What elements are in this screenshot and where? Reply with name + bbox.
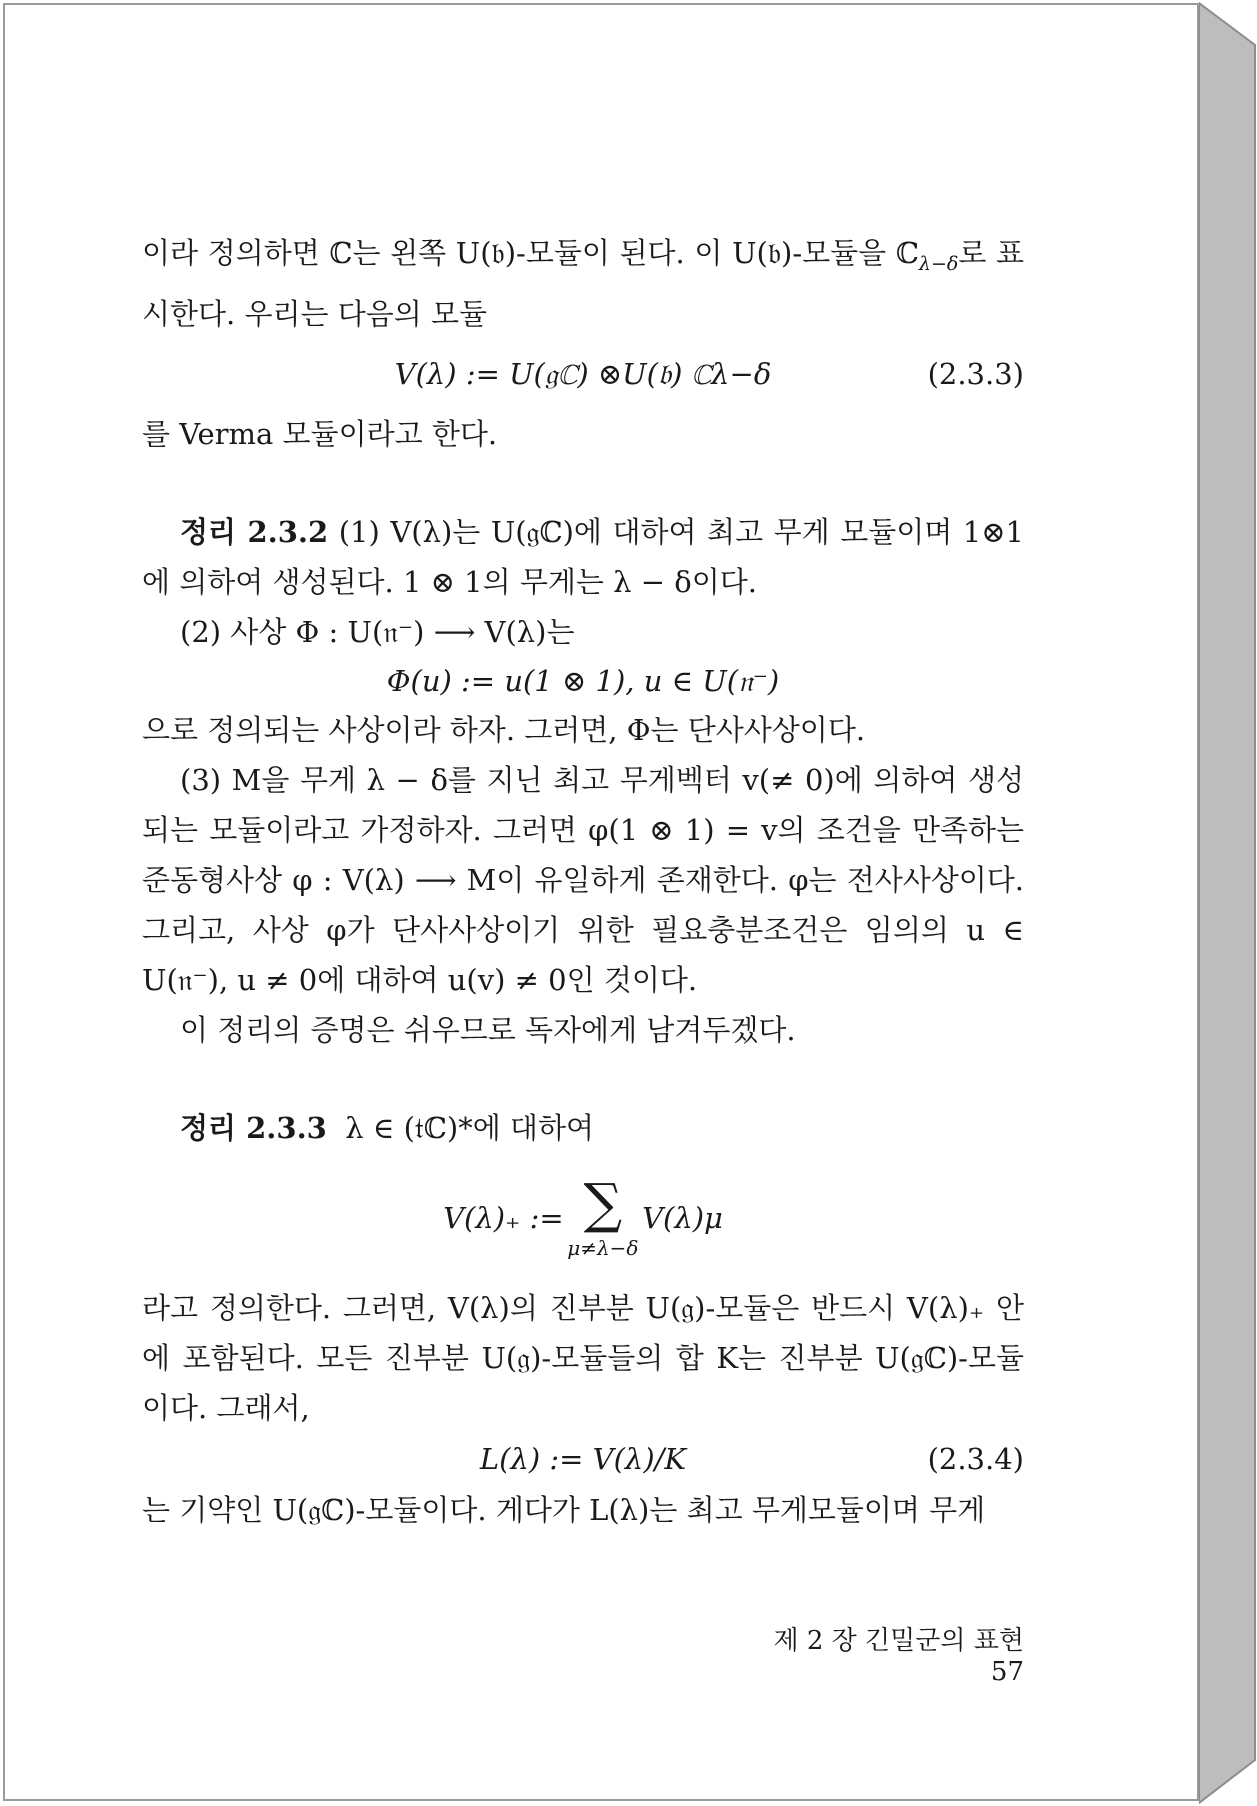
page-content (142, 228, 1024, 1535)
theorem-2-3-2-part1: 정리 2.3.2 (1) V(λ)는 U(𝔤ℂ)에 대하여 최고 무게 모듈이며 1⊗1에 의하여 생성된다. 1 ⊗ 1의 무게는 λ − δ이다. (142, 514, 1025, 599)
paragraph-intro: 이라 정의하면 ℂ는 왼쪽 U(𝔟)-모듈이 된다. 이 U(𝔟)-모듈을 ℂ$_{\lambda-\delta}$로 표시한다. 우리는 다음의 모듈 (142, 236, 1024, 331)
equation-2-3-4-body: L(λ) := V(λ)/K (479, 1441, 687, 1476)
sum-right-side: V(λ)μ (642, 1200, 723, 1235)
sum-left-side: V(λ)₊ := (443, 1200, 564, 1235)
page-footer (720, 1620, 1024, 1687)
lambda-delta-subscript: λ−δ (918, 252, 959, 275)
equation-v-lambda-plus (142, 1153, 1024, 1283)
equation-2-3-3 (142, 339, 1024, 409)
summation-index: μ≠λ−δ (567, 1235, 639, 1260)
theorem-2-3-2-proof-note: 이 정리의 증명은 쉬우므로 독자에게 남겨두겠다. (180, 1012, 796, 1047)
theorem-2-3-2-label: 정리 2.3.2 (180, 514, 329, 549)
paragraph-proper-submodule: 라고 정의한다. 그러면, V(λ)의 진부분 U(𝔤)-모듈은 반드시 V(λ)₊ 안에 포함된다. 모든 진부분 U(𝔤)-모듈들의 합 K는 진부분 U(𝔤ℂ)-모듈이다. 그래서, (142, 1290, 1024, 1425)
theorem-2-3-2-part3: (3) M을 무게 λ − δ를 지닌 최고 무게벡터 v(≠ 0)에 의하여 생성되는 모듈이라고 가정하자. 그러면 φ(1 ⊗ 1) = v의 조건을 만족하는 준동형사상 φ : V(λ) ⟶ M이 유일하게 존재한다. φ는 전사사상이다. 그리고, 사상 φ가 단사사상이기 위한 필요충분조건은 임의의 u ∈ U(𝔫⁻), u ≠ 0에 대하여 u(v) ≠ 0인 것이다. (142, 762, 1024, 997)
theorem-2-3-3-intro: 정리 2.3.3 λ ∈ (𝔱ℂ)*에 대하여 (180, 1110, 594, 1145)
paragraph-irreducible: 는 기약인 U(𝔤ℂ)-모듈이다. 게다가 L(λ)는 최고 무게모듈이며 무게 (142, 1492, 986, 1527)
summation-symbol (567, 1170, 639, 1270)
sigma-icon: ∑ (583, 1171, 623, 1235)
page-edge-shadow (1199, 0, 1257, 1806)
theorem-2-3-3-label: 정리 2.3.3 (180, 1110, 327, 1145)
equation-number-2-3-4: (2.3.4) (927, 1441, 1024, 1476)
theorem-2-3-2-part2-cont: 으로 정의되는 사상이라 하자. 그러면, Φ는 단사사상이다. (142, 712, 866, 747)
footer-chapter-title: 제 2 장 긴밀군의 표현 (773, 1626, 1024, 1656)
equation-2-3-4 (142, 1433, 1024, 1485)
theorem-2-3-2-equation: Φ(u) := u(1 ⊗ 1), u ∈ U(𝔫⁻) (386, 663, 780, 698)
page-number: 57 (990, 1657, 1024, 1687)
equation-2-3-3-body: V(λ) := U(𝔤ℂ) ⊗U(𝔟) ℂλ−δ (394, 356, 772, 391)
paragraph-verma: 를 Verma 모듈이라고 한다. (142, 416, 498, 451)
theorem-2-3-2-part2: (2) 사상 Φ : U(𝔫⁻) ⟶ V(λ)는 (180, 614, 575, 649)
equation-number-2-3-3: (2.3.3) (927, 356, 1024, 391)
